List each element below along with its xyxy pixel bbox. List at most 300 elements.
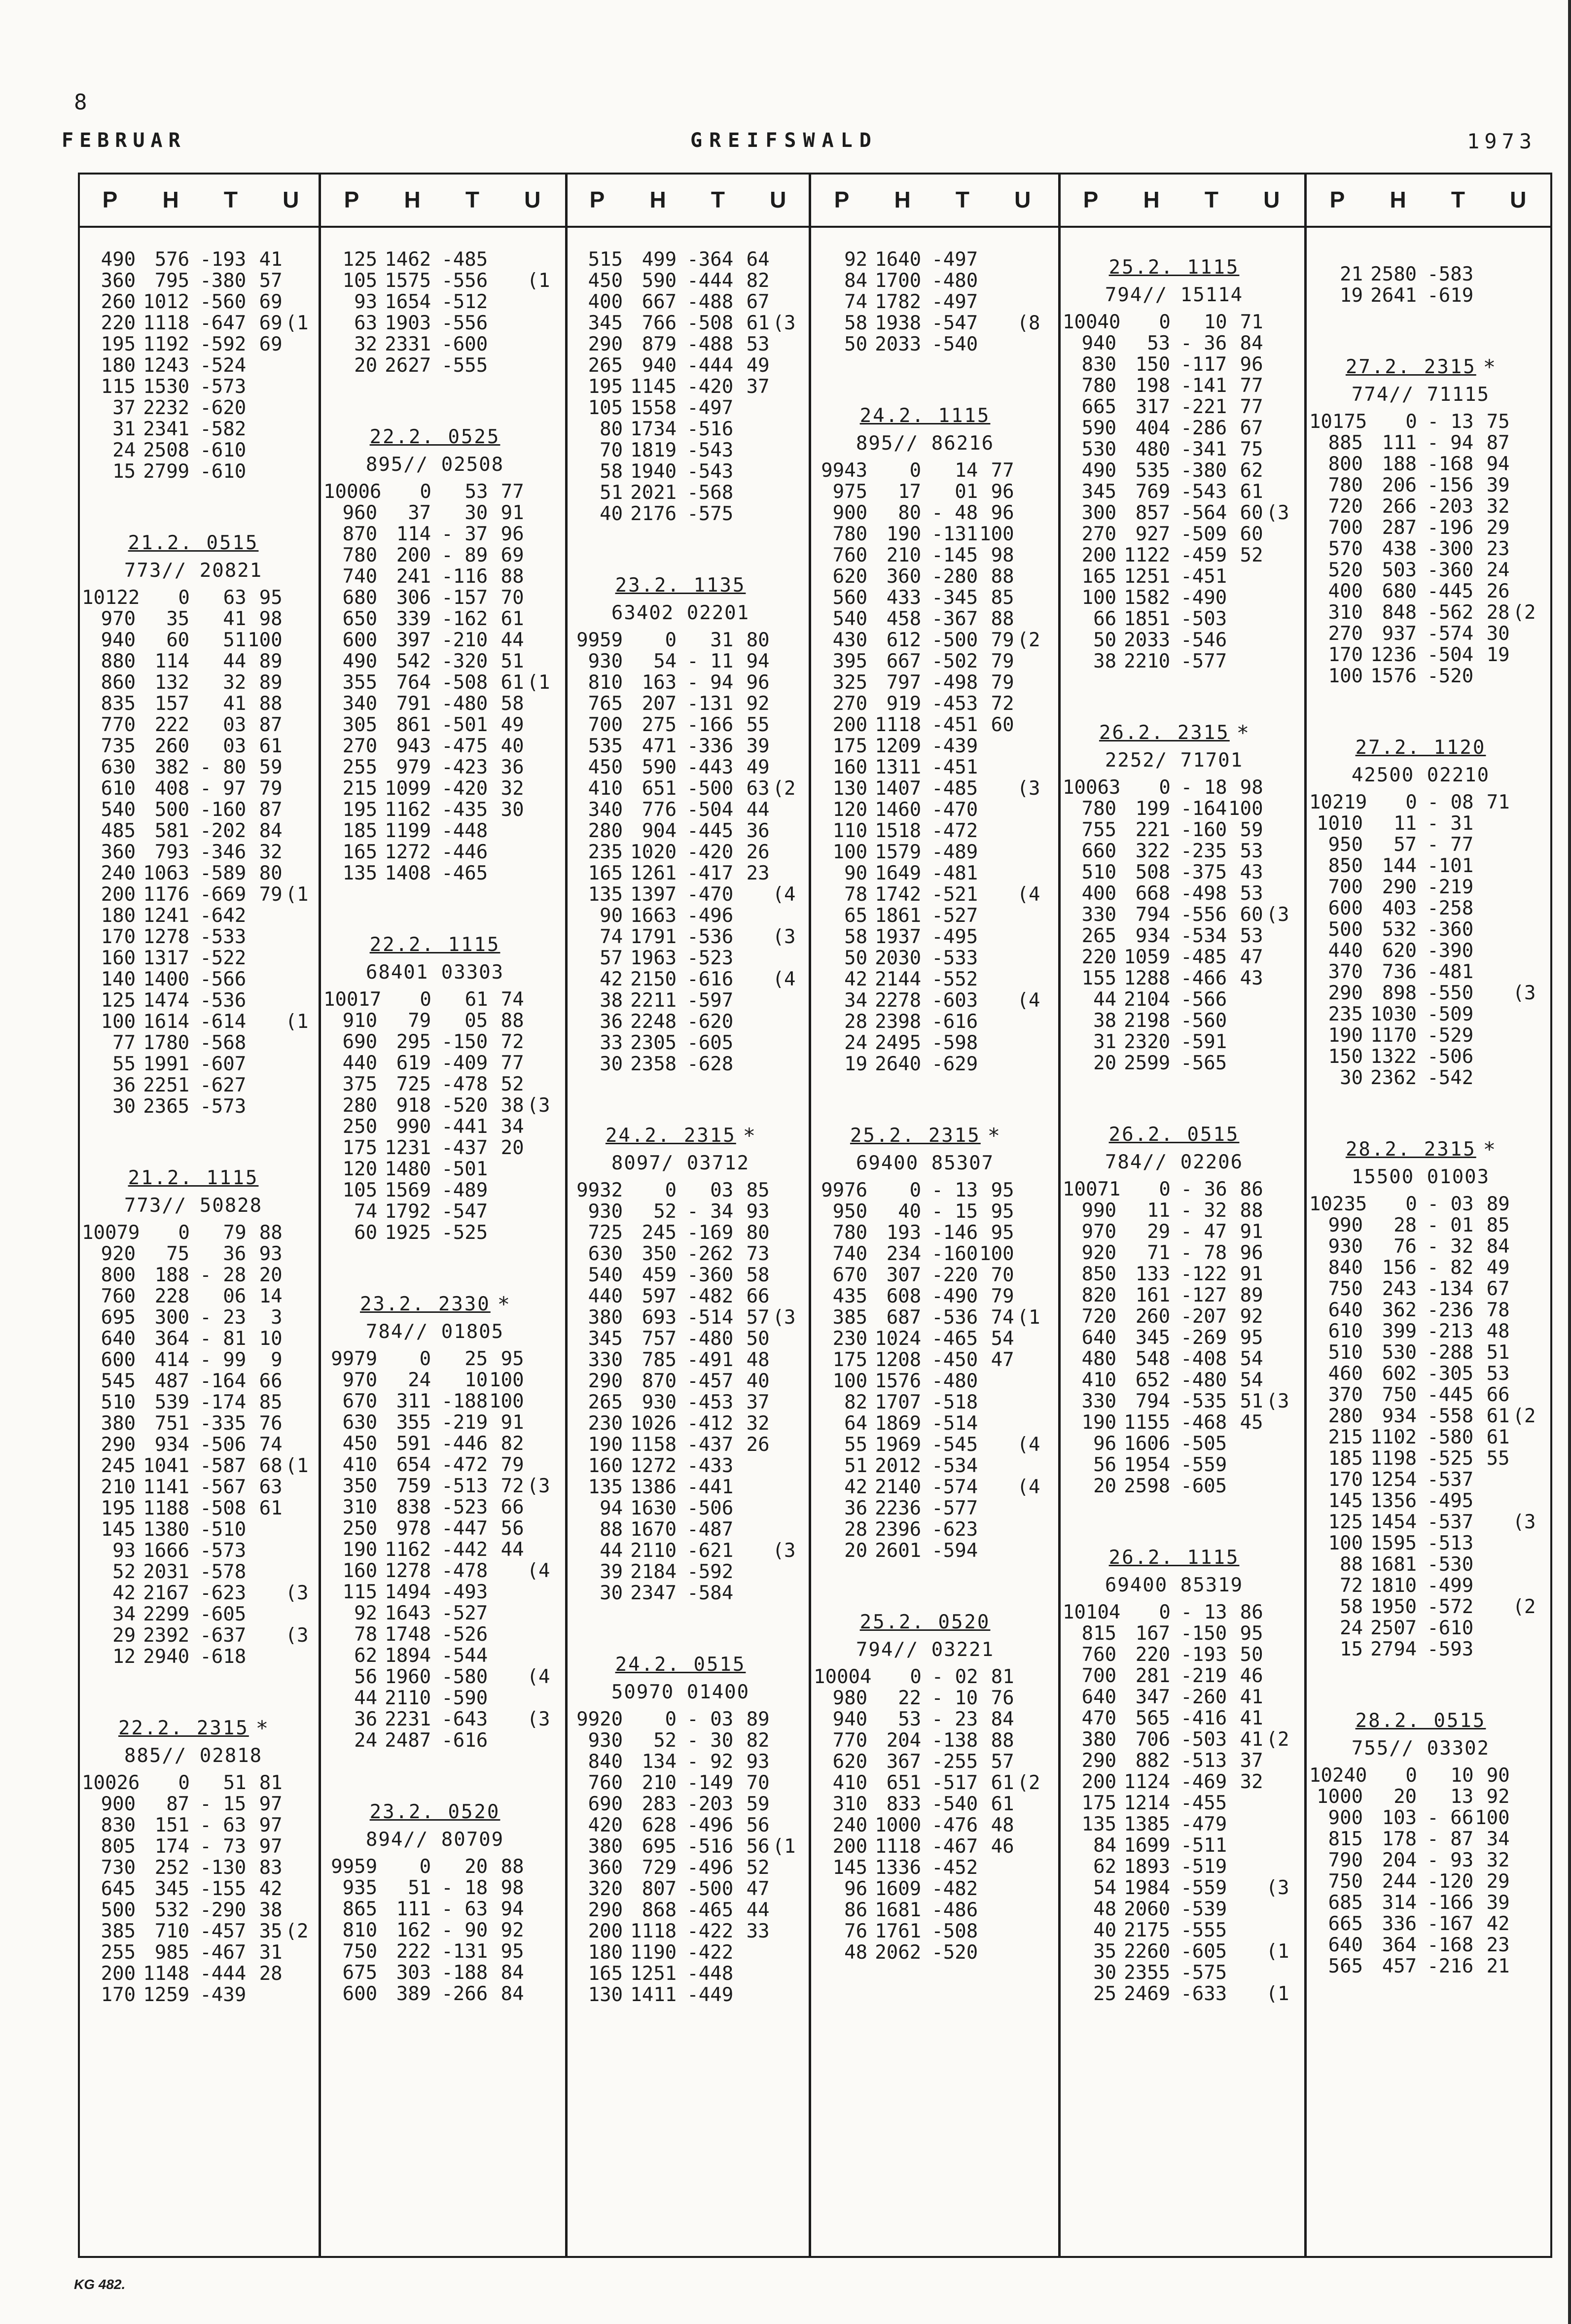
remark-cell	[1263, 481, 1300, 502]
temperature-cell: 10	[1450, 1764, 1474, 1787]
table-row	[569, 905, 807, 926]
height-cell: 0	[1159, 1178, 1171, 1200]
temperature-cell: -594	[931, 1540, 978, 1562]
temperature-cell: -269	[1180, 1327, 1227, 1349]
table-row	[1063, 1454, 1300, 1476]
temperature-cell: -610	[200, 460, 247, 483]
remark-cell	[770, 1011, 807, 1032]
column-header-label: T	[1451, 187, 1465, 212]
table-row	[1309, 1829, 1547, 1850]
humidity-cell: 93	[746, 1200, 770, 1223]
temperature-cell: -262	[687, 1243, 734, 1265]
pressure-cell: 395	[832, 650, 868, 672]
remark-cell	[283, 419, 320, 440]
table-row	[1063, 1010, 1300, 1031]
pressure-cell: 135	[1081, 1813, 1117, 1835]
ascent-date-time	[323, 1794, 561, 1823]
height-cell: 535	[1135, 459, 1171, 482]
remark-cell: (1	[772, 1835, 796, 1858]
height-cell: 52	[653, 1729, 677, 1752]
height-cell: 1118	[143, 312, 190, 334]
remark-cell: (1	[1266, 1983, 1289, 2005]
height-cell: 2341	[143, 418, 190, 440]
remark-cell: (3	[527, 1708, 550, 1730]
table-row	[814, 1751, 1051, 1772]
remark-cell	[524, 1688, 561, 1709]
table-row	[569, 1434, 807, 1455]
pressure-cell: 55	[112, 1053, 136, 1075]
pressure-cell: 96	[844, 1878, 868, 1900]
remark-cell	[770, 1751, 807, 1772]
remark-cell	[1510, 813, 1547, 834]
temperature-cell: -155	[200, 1878, 247, 1900]
temperature-cell: - 32	[1180, 1199, 1227, 1222]
height-cell: 162	[396, 1919, 431, 1941]
pressure-cell: 19	[844, 1053, 868, 1075]
remark-cell: (4	[1017, 883, 1040, 906]
remark-cell	[1014, 1032, 1051, 1054]
table-row	[82, 1413, 320, 1434]
ascent-date-time	[1309, 349, 1547, 378]
section-gap	[569, 525, 807, 567]
temperature-cell: -478	[441, 1560, 488, 1582]
table-row	[814, 926, 1051, 948]
temperature-cell: - 13	[1427, 411, 1474, 433]
pressure-cell: 9920	[576, 1708, 623, 1730]
table-row	[323, 1348, 561, 1370]
humidity-cell: 74	[991, 1306, 1014, 1329]
humidity-cell: 70	[500, 587, 524, 609]
pressure-cell: 805	[101, 1835, 136, 1858]
column-header-label: U	[283, 187, 299, 212]
remark-cell	[1510, 1067, 1547, 1089]
pressure-cell: 730	[101, 1857, 136, 1879]
remark-cell	[1510, 644, 1547, 666]
pressure-cell: 58	[600, 460, 623, 483]
humidity-cell: 52	[746, 1857, 770, 1879]
temperature-cell: -219	[1180, 1665, 1227, 1687]
remark-cell	[1263, 862, 1300, 883]
height-cell: 221	[1135, 819, 1171, 841]
temperature-cell: -162	[441, 608, 488, 630]
pressure-cell: 450	[342, 1433, 378, 1455]
table-row	[323, 1941, 561, 1962]
height-cell: 1963	[630, 947, 677, 969]
temperature-cell: -643	[441, 1708, 488, 1730]
ascent-date-time	[569, 1117, 807, 1146]
remark-cell: (2	[772, 777, 796, 800]
humidity-cell	[1227, 608, 1263, 630]
height-cell: 29	[1147, 1221, 1171, 1243]
humidity-cell	[1227, 989, 1263, 1010]
remark-cell	[1510, 1786, 1547, 1807]
humidity-cell: 9	[271, 1349, 283, 1371]
remark-cell	[283, 926, 320, 948]
humidity-cell: 41	[1240, 1686, 1263, 1708]
temperature-cell: -605	[200, 1603, 247, 1625]
table-row	[323, 651, 561, 672]
pressure-cell: 58	[1340, 1596, 1363, 1618]
temperature-cell: -480	[931, 270, 978, 292]
pressure-cell: 44	[1093, 988, 1117, 1011]
table-row	[814, 630, 1051, 651]
humidity-cell	[978, 736, 1014, 757]
ascent-code: 68401 03303	[365, 961, 504, 984]
pressure-cell: 35	[1093, 1940, 1117, 1963]
humidity-cell: 20	[500, 1137, 524, 1159]
table-row	[569, 1583, 807, 1604]
remark-cell	[770, 1054, 807, 1075]
table-row	[323, 693, 561, 714]
height-cell: 336	[1382, 1913, 1417, 1935]
height-cell: 1851	[1124, 608, 1171, 630]
table-row	[82, 1857, 320, 1878]
pressure-cell: 170	[101, 1984, 136, 2006]
temperature-cell: -288	[1427, 1341, 1474, 1364]
pressure-cell: 440	[588, 1285, 623, 1307]
ascent-date-time	[1063, 714, 1300, 743]
humidity-cell	[978, 990, 1014, 1011]
humidity-cell	[246, 397, 282, 419]
temperature-cell: -547	[441, 1200, 488, 1223]
section-gap	[1063, 1074, 1300, 1116]
pressure-cell: 195	[101, 1497, 136, 1519]
section-gap	[1309, 687, 1547, 729]
temperature-cell: -533	[931, 947, 978, 969]
temperature-cell: -506	[200, 1434, 247, 1456]
ascent-code: 50970 01400	[611, 1681, 750, 1703]
temperature-cell: -605	[1180, 1940, 1227, 1963]
section-gap	[82, 1117, 320, 1160]
pressure-cell: 31	[112, 418, 136, 440]
remark-cell	[1510, 1850, 1547, 1871]
pressure-cell: 145	[1328, 1490, 1363, 1512]
table-row	[569, 1942, 807, 1963]
humidity-cell: 66	[500, 1496, 524, 1518]
table-row	[82, 969, 320, 990]
pressure-cell: 36	[600, 1011, 623, 1033]
temperature-cell: -439	[931, 735, 978, 757]
remark-cell	[524, 1582, 561, 1603]
humidity-cell	[1227, 566, 1263, 587]
remark-cell	[770, 397, 807, 419]
temperature-cell: -575	[687, 503, 734, 525]
height-cell: 2347	[630, 1582, 677, 1604]
temperature-cell: - 34	[687, 1200, 734, 1223]
pressure-cell: 77	[112, 1032, 136, 1054]
humidity-cell	[978, 1392, 1014, 1413]
humidity-cell: 29	[1486, 517, 1510, 539]
height-cell: 360	[886, 565, 922, 588]
date-time-label: 23.2. 2330	[359, 1293, 491, 1315]
temperature-cell: -597	[687, 989, 734, 1012]
temperature-cell: -500	[687, 1878, 734, 1900]
temperature-cell: -496	[687, 905, 734, 927]
remark-cell	[524, 1031, 561, 1053]
height-cell: 628	[642, 1814, 677, 1836]
humidity-cell: 14	[259, 1285, 283, 1307]
table-row	[569, 948, 807, 969]
column-header-label: P	[1083, 187, 1099, 212]
humidity-cell: 70	[991, 1264, 1014, 1286]
remark-cell	[524, 1222, 561, 1243]
humidity-cell: 85	[1486, 1214, 1510, 1236]
humidity-cell: 42	[259, 1878, 283, 1900]
humidity-cell	[246, 1604, 282, 1625]
humidity-cell: 60	[1240, 904, 1263, 926]
pressure-cell: 675	[342, 1962, 378, 1984]
pressure-cell: 185	[342, 820, 378, 842]
table-row	[1309, 961, 1547, 983]
remark-cell	[524, 1920, 561, 1941]
remark-cell	[770, 1984, 807, 2006]
pressure-cell: 400	[1328, 580, 1363, 602]
remark-cell: (2	[1512, 601, 1536, 624]
pressure-cell: 175	[1081, 1792, 1117, 1814]
pressure-cell: 930	[588, 1729, 623, 1752]
table-row	[814, 1477, 1051, 1498]
remark-cell	[524, 1899, 561, 1920]
pressure-cell: 175	[832, 1349, 868, 1371]
temperature-cell: -589	[200, 862, 247, 884]
pressure-cell: 125	[342, 248, 378, 271]
column-header-label: H	[1390, 187, 1406, 212]
height-cell: 2210	[1124, 650, 1171, 672]
height-cell: 1460	[875, 799, 922, 821]
table-row	[82, 1878, 320, 1900]
remark-cell	[524, 651, 561, 672]
table-row	[323, 249, 561, 270]
remark-cell	[1263, 925, 1300, 947]
height-cell: 751	[154, 1412, 190, 1435]
table-row	[82, 630, 320, 651]
remark-cell	[283, 1540, 320, 1561]
ascent-date-time	[1063, 249, 1300, 278]
ascent-code: 794// 15114	[1105, 283, 1244, 306]
temperature-cell: -574	[1427, 623, 1474, 645]
remark-cell	[1510, 538, 1547, 560]
humidity-cell: 95	[500, 1940, 524, 1963]
remark-cell: (3	[1512, 1511, 1536, 1533]
pressure-cell: 30	[1093, 1962, 1117, 1984]
remark-cell	[1014, 905, 1051, 926]
temperature-cell: -452	[931, 1857, 978, 1879]
remark-cell	[524, 1116, 561, 1137]
table-row	[569, 461, 807, 482]
pressure-cell: 760	[101, 1285, 136, 1307]
pressure-cell: 84	[844, 270, 868, 292]
humidity-cell: 58	[500, 693, 524, 715]
temperature-cell: 44	[223, 650, 247, 672]
height-cell: 198	[1135, 375, 1171, 397]
humidity-cell: 38	[500, 1094, 524, 1117]
height-cell: 1385	[1124, 1813, 1171, 1835]
pressure-cell: 340	[342, 693, 378, 715]
height-cell: 2104	[1124, 988, 1171, 1011]
humidity-cell: 34	[500, 1116, 524, 1138]
remark-cell	[1510, 1490, 1547, 1512]
table-row	[814, 460, 1051, 481]
humidity-cell	[978, 1878, 1014, 1900]
humidity-cell	[488, 1730, 524, 1751]
table-row	[82, 1519, 320, 1540]
humidity-cell	[1473, 1025, 1509, 1046]
height-cell: 2176	[630, 503, 677, 525]
table-row	[1309, 855, 1547, 877]
remark-cell: (4	[527, 1560, 550, 1582]
remark-cell	[283, 1878, 320, 1900]
humidity-cell	[1227, 587, 1263, 608]
humidity-cell: 30	[500, 799, 524, 821]
table-row	[82, 587, 320, 608]
temperature-cell: -131	[687, 693, 734, 715]
remark-cell: (1	[1266, 1940, 1289, 1963]
humidity-cell	[978, 1011, 1014, 1032]
pressure-cell: 50	[844, 947, 868, 969]
table-row	[1063, 1200, 1300, 1221]
humidity-cell	[246, 990, 282, 1011]
pressure-cell: 24	[1340, 1617, 1363, 1639]
humidity-cell: 79	[991, 650, 1014, 672]
humidity-cell: 32	[1486, 1849, 1510, 1871]
temperature-cell: -130	[200, 1857, 247, 1879]
remark-cell	[524, 757, 561, 778]
temperature-cell: -501	[441, 714, 488, 736]
height-cell: 1782	[875, 291, 922, 313]
table-row	[1063, 798, 1300, 819]
humidity-cell	[978, 1413, 1014, 1434]
temperature-cell: -496	[687, 1857, 734, 1879]
height-cell: 1236	[1370, 644, 1417, 666]
humidity-cell	[978, 778, 1014, 799]
humidity-cell: 95	[259, 587, 283, 609]
table-row	[569, 1307, 807, 1328]
height-cell: 167	[1135, 1622, 1171, 1645]
table-row	[323, 1688, 561, 1709]
temperature-cell: -545	[931, 1434, 978, 1456]
temperature-cell: -506	[1427, 1046, 1474, 1068]
remark-cell	[770, 503, 807, 525]
pressure-cell: 250	[342, 1517, 378, 1540]
pressure-cell: 210	[101, 1476, 136, 1498]
temperature-cell: -160	[200, 799, 247, 821]
pressure-cell: 50	[844, 333, 868, 355]
temperature-cell: -560	[200, 291, 247, 313]
humidity-cell: 75	[1240, 438, 1263, 460]
table-row	[814, 1730, 1051, 1751]
table-row	[323, 1116, 561, 1137]
humidity-cell	[488, 1688, 524, 1709]
pressure-cell: 230	[832, 1328, 868, 1350]
remark-cell	[524, 842, 561, 863]
humidity-cell	[733, 1942, 769, 1963]
table-row	[569, 376, 807, 397]
table-row	[323, 291, 561, 313]
height-cell: 228	[154, 1285, 190, 1307]
humidity-cell	[1473, 919, 1509, 940]
table-row	[569, 1984, 807, 2006]
pressure-cell: 280	[588, 820, 623, 842]
table-row	[82, 736, 320, 757]
remark-cell	[770, 440, 807, 461]
table-row	[323, 736, 561, 757]
remark-cell	[1510, 834, 1547, 855]
height-cell: 2184	[630, 1561, 677, 1583]
height-cell: 2231	[385, 1708, 431, 1730]
height-cell: 2236	[875, 1497, 922, 1519]
humidity-cell	[246, 1540, 282, 1561]
height-cell: 1199	[385, 820, 431, 842]
table-row	[814, 948, 1051, 969]
remark-cell	[524, 693, 561, 714]
temperature-cell: -255	[931, 1751, 978, 1773]
height-cell: 576	[154, 248, 190, 271]
remark-cell	[1263, 460, 1300, 481]
humidity-cell: 79	[991, 671, 1014, 694]
height-cell: 260	[1135, 1305, 1171, 1328]
temperature-cell: -280	[931, 565, 978, 588]
table-row	[569, 1519, 807, 1540]
height-cell: 1734	[630, 418, 677, 440]
humidity-cell	[733, 1583, 769, 1604]
height-cell: 590	[642, 756, 677, 778]
temperature-cell: -497	[931, 248, 978, 271]
table-row	[569, 482, 807, 503]
humidity-cell: 61	[500, 671, 524, 694]
pressure-cell: 32	[354, 333, 378, 355]
height-cell: 75	[166, 1243, 190, 1265]
height-cell: 500	[154, 799, 190, 821]
humidity-cell: 70	[746, 1772, 770, 1794]
temperature-cell: -573	[200, 376, 247, 398]
table-row	[814, 736, 1051, 757]
humidity-cell: 77	[1240, 375, 1263, 397]
temperature-cell: -616	[931, 1011, 978, 1033]
humidity-cell	[733, 440, 769, 461]
pressure-cell: 100	[101, 1011, 136, 1033]
temperature-cell: - 13	[1180, 1601, 1227, 1623]
height-cell: 0	[1159, 1601, 1171, 1623]
column-header-group	[1061, 178, 1302, 221]
humidity-cell: 76	[991, 1687, 1014, 1709]
temperature-cell: -260	[1180, 1686, 1227, 1708]
temperature-cell: -213	[1427, 1320, 1474, 1342]
height-cell: 244	[1382, 1870, 1417, 1893]
pressure-cell: 690	[342, 1031, 378, 1053]
humidity-cell	[1227, 1856, 1263, 1877]
remark-cell	[1263, 1306, 1300, 1327]
remark-cell	[770, 1477, 807, 1498]
remark-cell	[1263, 947, 1300, 968]
temperature-cell: -582	[200, 418, 247, 440]
height-cell: 532	[1382, 918, 1417, 941]
remark-cell: (2	[1017, 1772, 1040, 1794]
humidity-cell: 78	[1486, 1299, 1510, 1321]
height-cell: 1893	[1124, 1856, 1171, 1878]
remark-cell	[1510, 1342, 1547, 1363]
height-cell: 314	[1382, 1892, 1417, 1914]
pressure-cell: 790	[1328, 1849, 1363, 1871]
height-cell: 0	[1405, 791, 1417, 813]
height-cell: 206	[1382, 474, 1417, 496]
pressure-cell: 780	[342, 544, 378, 566]
remark-cell	[1263, 1412, 1300, 1433]
humidity-cell: 100	[1228, 798, 1263, 820]
temperature-cell: -169	[687, 1222, 734, 1244]
table-row	[569, 1243, 807, 1265]
humidity-cell	[246, 461, 282, 482]
section-gap	[82, 482, 320, 525]
